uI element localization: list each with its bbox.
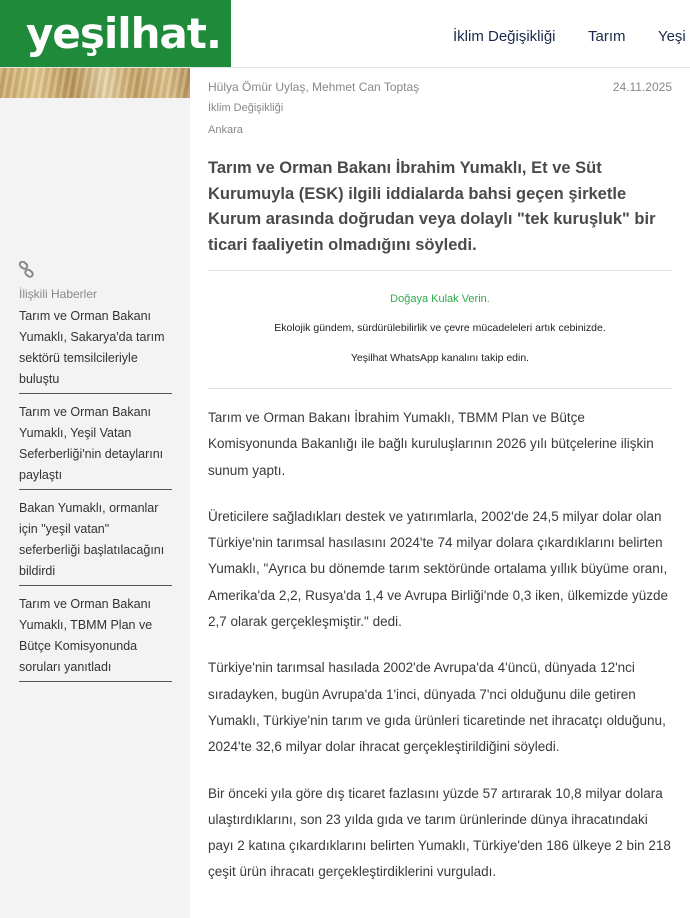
divider	[208, 270, 672, 271]
article-date: 24.11.2025	[612, 80, 672, 94]
article-paragraph: Türkiye'nin tarımsal hasılada 2002'de Avrupa'da 4'üncü, dünyada 12'nci sıradayken, bugün Avrupa'da 1'inci, dünyada 7'nci olduğunu dile getiren Yumaklı, Türkiye'nin tarım ve gıda ürünleri ticaretinde net ihracatçı olduğunu, 2024'te 32,6 milyar dolar ihracat gerçekleştirildiğini söyledi.	[208, 660, 666, 755]
related-news-item[interactable]: Tarım ve Orman Bakanı Yumaklı, Yeşil Vatan Seferberliği'nin detaylarını paylaştı	[19, 402, 172, 490]
divider	[208, 388, 672, 389]
nav-item-tarim[interactable]: Tarım	[587, 28, 626, 45]
article-paragraph: Tarım ve Orman Bakanı İbrahim Yumaklı, TBMM Plan ve Bütçe Komisyonunda Bakanlığı ile bağlı kuruluşlarının 2026 yılı bütçelerine ilişkin sunum yaptı.	[208, 410, 654, 478]
left-sidebar	[0, 68, 190, 918]
article-category[interactable]: İklim Değişikliği	[208, 102, 284, 114]
main-nav	[453, 28, 690, 46]
site-logo[interactable]: yeşilhat.	[0, 0, 231, 67]
related-news-item[interactable]: Bakan Yumaklı, ormanlar için "yeşil vatan" seferberliği başlatılacağını bildirdi	[19, 498, 172, 586]
wheat-banner-image	[0, 68, 190, 98]
article-body	[208, 405, 674, 906]
whatsapp-channel-link[interactable]: Yeşilhat WhatsApp kanalını takip edin.	[350, 352, 530, 364]
article-location: Ankara	[208, 124, 243, 136]
nav-item-iklim[interactable]: İklim Değişikliği	[453, 28, 556, 45]
link-icon	[18, 261, 36, 284]
related-news-title: İlişkili Haberler	[19, 287, 98, 301]
related-news-item[interactable]: Tarım ve Orman Bakanı Yumaklı, Sakarya'da tarım sektörü temsilcileriyle buluştu	[19, 306, 172, 394]
promo-title[interactable]: Doğaya Kulak Verin.	[390, 293, 490, 305]
promo-text: Ekolojik gündem, sürdürülebilirlik ve çevre mücadeleleri artık cebinizde.	[274, 322, 606, 334]
related-news-item[interactable]: Tarım ve Orman Bakanı Yumaklı, TBMM Plan ve Bütçe Komisyonunda soruları yanıtladı	[19, 594, 172, 682]
article-paragraph: Üreticilere sağladıkları destek ve yatırımlarla, 2002'de 24,5 milyar dolar olan Türkiye'nin tarımsal hasılasını 2024'te 74 milyar dolara çıkardıklarını belirten Yumaklı, "Ayrıca bu dönemde tarım sektöründe ortalama yıllık büyüme oranı, Amerika'da 2,2, Rusya'da 1,4 ve Avrupa Birliği'nde 0,3 iken, ülkemizde yüzde 2,7 olarak gerçekleşmiştir." dedi.	[208, 508, 668, 630]
site-header	[0, 0, 690, 68]
article-lead: Tarım ve Orman Bakanı İbrahim Yumaklı, Et ve Süt Kurumuyla (ESK) ilgili iddialarda bahsi geçen şirketle Kurum arasında doğrudan veya dolaylı "tek kuruşluk" bir ticari faaliyetin olmadığını söyledi.	[208, 159, 656, 254]
article-paragraph: Bir önceki yıla göre dış ticaret fazlasını yüzde 57 artırarak 10,8 milyar dolara ulaştırdıklarını, son 23 yılda gıda ve tarım ürünlerinde dünya ihracatındaki payı 2 katına çıkardıklarını belirten Yumaklı, Türkiye'den 186 ülkeye 2 bin 218 çeşit ürün ihracatı gerçekleştirdiklerini vurguladı.	[208, 785, 671, 880]
related-news-list	[19, 306, 172, 682]
nav-item-yesil[interactable]: Yeşi	[657, 28, 686, 45]
article-authors[interactable]: Hülya Ömür Uylaş, Mehmet Can Toptaş	[208, 80, 420, 94]
